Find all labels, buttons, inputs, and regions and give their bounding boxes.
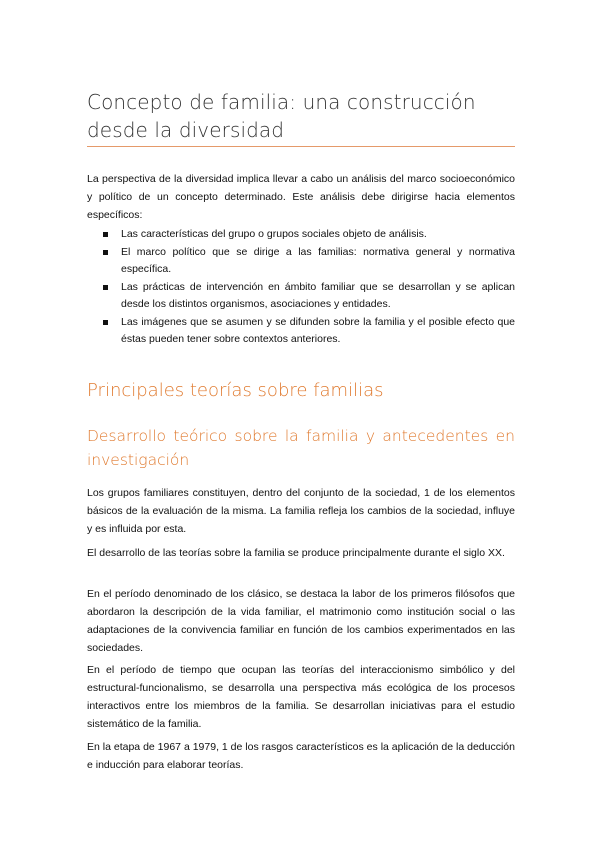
body-paragraph: En el período de tiempo que ocupan las teorías del interaccionismo simbólico y del estructural-funcionalismo, se desarrolla una perspectiva más ecológica de los procesos interactivos entre los miembros de la familia. Se desarrollan iniciativas para el estudio sistemático de la familia. <box>87 664 515 730</box>
body-paragraph: En el período denominado de los clásico, se destaca la labor de los primeros filósofos que abordaron la descripción de la vida familiar, el matrimonio como institución social o las adaptaciones de la convivencia familiar en función de los cambios experimentados en las sociedades. <box>87 588 515 654</box>
bullet-icon <box>103 232 108 237</box>
body-paragraph: En la etapa de 1967 a 1979, 1 de los rasgos característicos es la aplicación de la deducción e inducción para elaborar teorías. <box>87 741 515 771</box>
bullet-icon <box>103 250 108 255</box>
intro-paragraph: La perspectiva de la diversidad implica llevar a cabo un análisis del marco socioeconómico y político de un concepto determinado. Este análisis debe dirigirse hacia elementos específicos: <box>87 173 515 221</box>
title-underline <box>87 146 515 147</box>
section-heading: Principales teorías sobre familias <box>87 380 384 401</box>
document-title: Concepto de familia: una construcción desde la diversidad <box>87 90 476 142</box>
list-item-text: El marco político que se dirige a las familias: normativa general y normativa específica. <box>121 246 515 275</box>
list-item-text: Las imágenes que se asumen y se difunden sobre la familia y el posible efecto que éstas pueden tener sobre contextos anteriores. <box>121 316 515 345</box>
list-item <box>87 226 515 243</box>
list-item-text: Las prácticas de intervención en ámbito familiar que se desarrollan y se aplican desde los distintos organismos, asociaciones y entidades. <box>121 281 515 310</box>
list-item <box>87 279 515 313</box>
list-item <box>87 244 515 278</box>
bullet-icon <box>103 320 108 325</box>
list-item-text: Las características del grupo o grupos sociales objeto de análisis. <box>121 228 427 240</box>
bullet-list <box>87 226 515 349</box>
subsection-heading: Desarrollo teórico sobre la familia y antecedentes en investigación <box>87 427 515 469</box>
body-paragraph: El desarrollo de las teorías sobre la familia se produce principalmente durante el siglo XX. <box>87 547 505 559</box>
bullet-icon <box>103 285 108 290</box>
body-paragraph: Los grupos familiares constituyen, dentro del conjunto de la sociedad, 1 de los elementos básicos de la evaluación de la misma. La familia refleja los cambios de la sociedad, influye y es influida por esta. <box>87 487 515 535</box>
list-item <box>87 314 515 348</box>
